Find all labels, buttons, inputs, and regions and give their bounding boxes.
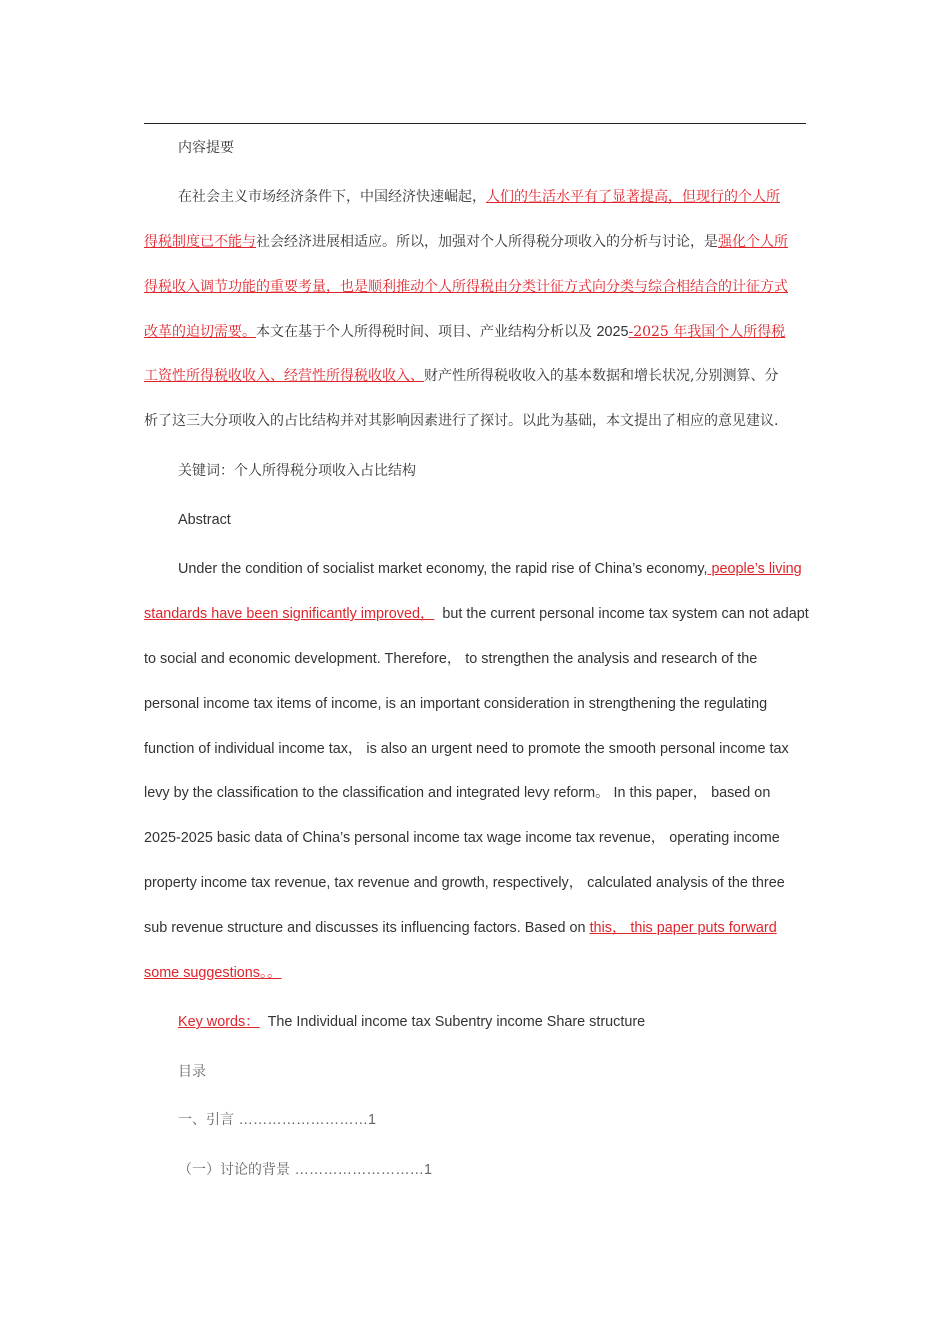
keywords-en-text: The Individual income tax Subentry income Share structure (267, 1014, 646, 1030)
abstract-cn-text: 财产性所得税收收入的基本数据和增长状况,分别测算、分 (424, 368, 779, 384)
revision-insert: 改革的迫切需要。 (144, 324, 256, 340)
revision-insert: 人们的生活水平有了显著提高，但现行的个人所 (486, 189, 780, 205)
toc-item[interactable] (178, 1110, 840, 1130)
abstract-en-line-3: to social and economic development. Therefore， to strengthen the analysis and research of the (144, 651, 758, 667)
keywords-cn: 关键词：个人所得税分项收入占比结构 (178, 463, 416, 479)
keywords-en-label: Key words： (178, 1014, 260, 1030)
abstract-en-text: sub revenue structure and discusses its influencing factors. Based on (144, 920, 590, 936)
abstract-cn-text: 在社会主义市场经济条件下，中国经济快速崛起， (178, 189, 486, 205)
revision-insert: 得税制度已不能与 (144, 234, 256, 250)
abstract-cn-line-5 (144, 366, 806, 386)
abstract-en-line-7: 2025-2025 basic data of China’s personal income tax wage income tax revenue， operating income (144, 830, 780, 846)
abstract-cn-line-2 (144, 232, 806, 252)
abstract-en-text: but the current personal income tax system can not adapt (442, 606, 809, 622)
toc-leader-dots: ……………………… (238, 1112, 368, 1128)
abstract-cn-line-4 (144, 322, 806, 342)
toc-heading: 目录 (178, 1064, 206, 1080)
abstract-cn-text: 本文在基于个人所得税时间、项目、产业结构分析以及 (256, 324, 597, 340)
toc-leader-dots: ……………………… (294, 1162, 424, 1178)
revision-insert: 工资性所得税收收入、经营性所得税收收入、 (144, 368, 424, 384)
revision-insert: 强化个人所 (718, 234, 788, 250)
abstract-en-line-10 (144, 963, 806, 983)
abstract-cn-heading: 内容提要 (178, 140, 234, 156)
abstract-en-line-1 (178, 559, 806, 579)
revision-insert: this， this paper puts forward (589, 920, 777, 936)
revision-insert: 得税收入调节功能的重要考量，也是顺利推动个人所得税由分类计征方式向分类与综合相结合的计征方式 (144, 279, 788, 295)
abstract-en-heading: Abstract (178, 512, 231, 528)
toc-item-label: （一）讨论的背景 (178, 1162, 295, 1178)
toc-item-page: 1 (423, 1162, 432, 1178)
abstract-cn-line-6: 析了这三大分项收入的占比结构并对其影响因素进行了探讨。以此为基础，本文提出了相应的意见建议. (144, 413, 779, 429)
abstract-en-line-4: personal income tax items of income, is an important consideration in strengthening the regulating (144, 696, 768, 712)
revision-insert: -2025 年我国个人所得税 (628, 324, 786, 340)
toc-item-label: 一、引言 (178, 1112, 239, 1128)
revision-insert: standards have been significantly improved， (144, 606, 435, 622)
abstract-en-line-6: levy by the classification to the classification and integrated levy reform。 In this paper， based on (144, 785, 771, 801)
revision-insert: people’s living (707, 561, 802, 577)
toc-item-page: 1 (367, 1112, 376, 1128)
abstract-en-line-2 (144, 604, 809, 624)
abstract-cn-text: 社会经济进展相适应。所以，加强对个人所得税分项收入的分析与讨论，是 (256, 234, 718, 250)
abstract-en-line-9 (144, 918, 806, 938)
abstract-cn-line-1 (178, 187, 806, 207)
year-text: 2025 (596, 324, 629, 340)
abstract-en-line-5: function of individual income tax， is also an urgent need to promote the smooth personal income tax (144, 741, 789, 757)
keywords-en (178, 1012, 840, 1032)
abstract-en-text: Under the condition of socialist market economy, the rapid rise of China’s economy, (178, 561, 708, 577)
header-rule (144, 123, 806, 124)
abstract-en-line-8: property income tax revenue, tax revenue and growth, respectively， calculated analysis of the three (144, 875, 785, 891)
toc-item[interactable] (178, 1160, 840, 1180)
revision-insert: some suggestions。。 (144, 965, 282, 981)
abstract-cn-line-3 (144, 277, 806, 297)
